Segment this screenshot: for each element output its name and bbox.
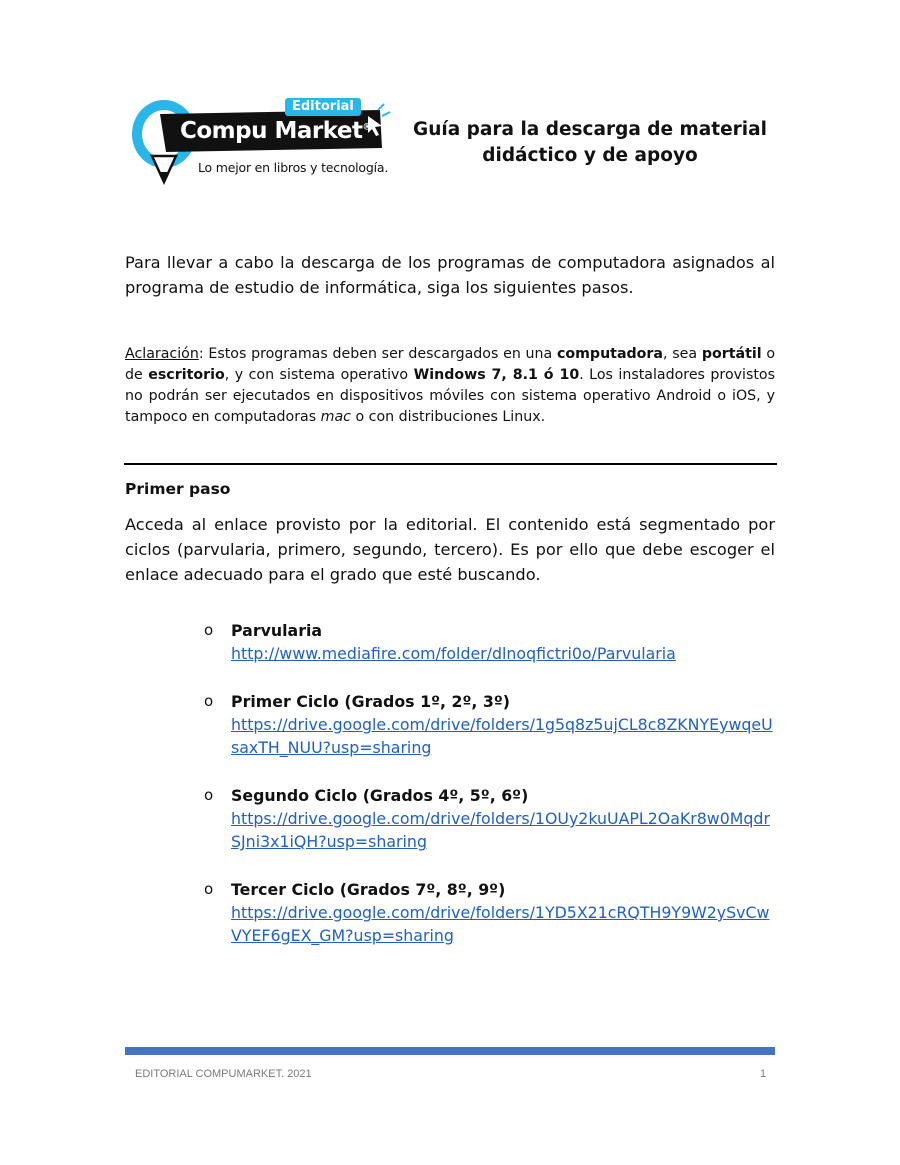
download-link-list	[200, 619, 790, 972]
logo-wordmark-text: Compu Market	[180, 118, 363, 144]
list-item	[200, 878, 790, 947]
item-label: Primer Ciclo (Grados 1º, 2º, 3º)	[231, 692, 511, 711]
note-text: , y con sistema operativo	[224, 367, 414, 383]
logo-badge: Editorial	[285, 98, 361, 116]
note-text: o de	[125, 346, 775, 383]
note-italic: mac	[320, 409, 351, 425]
item-label: Segundo Ciclo (Grados 4º, 5º, 6º)	[231, 786, 529, 805]
bullet-icon: o	[204, 786, 214, 804]
logo-registered-mark: ®	[362, 122, 372, 133]
step-title: Primer paso	[125, 480, 231, 498]
page-number: 1	[760, 1068, 767, 1080]
document-title: Guía para la descarga de material didáctico y de apoyo	[413, 119, 767, 166]
download-link-parvularia[interactable]: http://www.mediafire.com/folder/dlnoqfictri0o/Parvularia	[231, 644, 676, 663]
bullet-icon: o	[204, 621, 214, 639]
step-paragraph: Acceda al enlace provisto por la editorial. El contenido está segmentado por ciclos (parvularia, primero, segundo, tercero). Es por ello que debe escoger el enlace adecuado para el grado que esté buscando.	[125, 515, 775, 584]
logo-tagline: Lo mejor en libros y tecnología.	[198, 160, 389, 175]
bullet-icon: o	[204, 692, 214, 710]
note-text: . Los instaladores provistos no podrán ser ejecutados en dispositivos móviles con sistema operativo Android o iOS, y tampoco en computadoras	[125, 367, 775, 425]
note-emphasis: computadora	[556, 346, 663, 362]
item-label: Parvularia	[231, 621, 323, 640]
note-emphasis: escritorio	[148, 367, 225, 383]
list-item	[200, 690, 790, 759]
note-text: , sea	[663, 346, 702, 362]
compu-market-logo	[130, 96, 392, 188]
footer-publisher: EDITORIAL COMPUMARKET. 2021	[135, 1068, 312, 1080]
list-item	[200, 784, 790, 853]
note-label: Aclaración	[125, 346, 199, 362]
note-emphasis: portátil	[701, 346, 762, 362]
intro-paragraph: Para llevar a cabo la descarga de los programas de computadora asignados al programa de estudio de informática, siga los siguientes pasos.	[125, 253, 775, 297]
download-link-tercer-ciclo[interactable]: https://drive.google.com/drive/folders/1YD5X21cRQTH9Y9W2ySvCwVYEF6gEX_GM?usp=sharing	[231, 903, 770, 945]
list-item	[200, 619, 790, 665]
note-text: o con distribuciones Linux.	[350, 409, 546, 425]
item-label: Tercer Ciclo (Grados 7º, 8º, 9º)	[231, 880, 506, 899]
bullet-icon: o	[204, 880, 214, 898]
note-text: : Estos programas deben ser descargados en una	[198, 346, 557, 362]
section-divider	[124, 463, 777, 465]
download-link-segundo-ciclo[interactable]: https://drive.google.com/drive/folders/1OUy2kuUAPL2OaKr8w0MqdrSJni3x1iQH?usp=sharing	[231, 809, 770, 851]
clarification-note	[125, 344, 775, 428]
footer-accent-bar	[125, 1047, 775, 1055]
logo-wordmark	[180, 118, 371, 144]
note-emphasis: Windows 7, 8.1 ó 10	[413, 367, 580, 383]
download-link-primer-ciclo[interactable]: https://drive.google.com/drive/folders/1g5q8z5ujCL8c8ZKNYEywqeUsaxTH_NUU?usp=sharing	[231, 715, 773, 757]
